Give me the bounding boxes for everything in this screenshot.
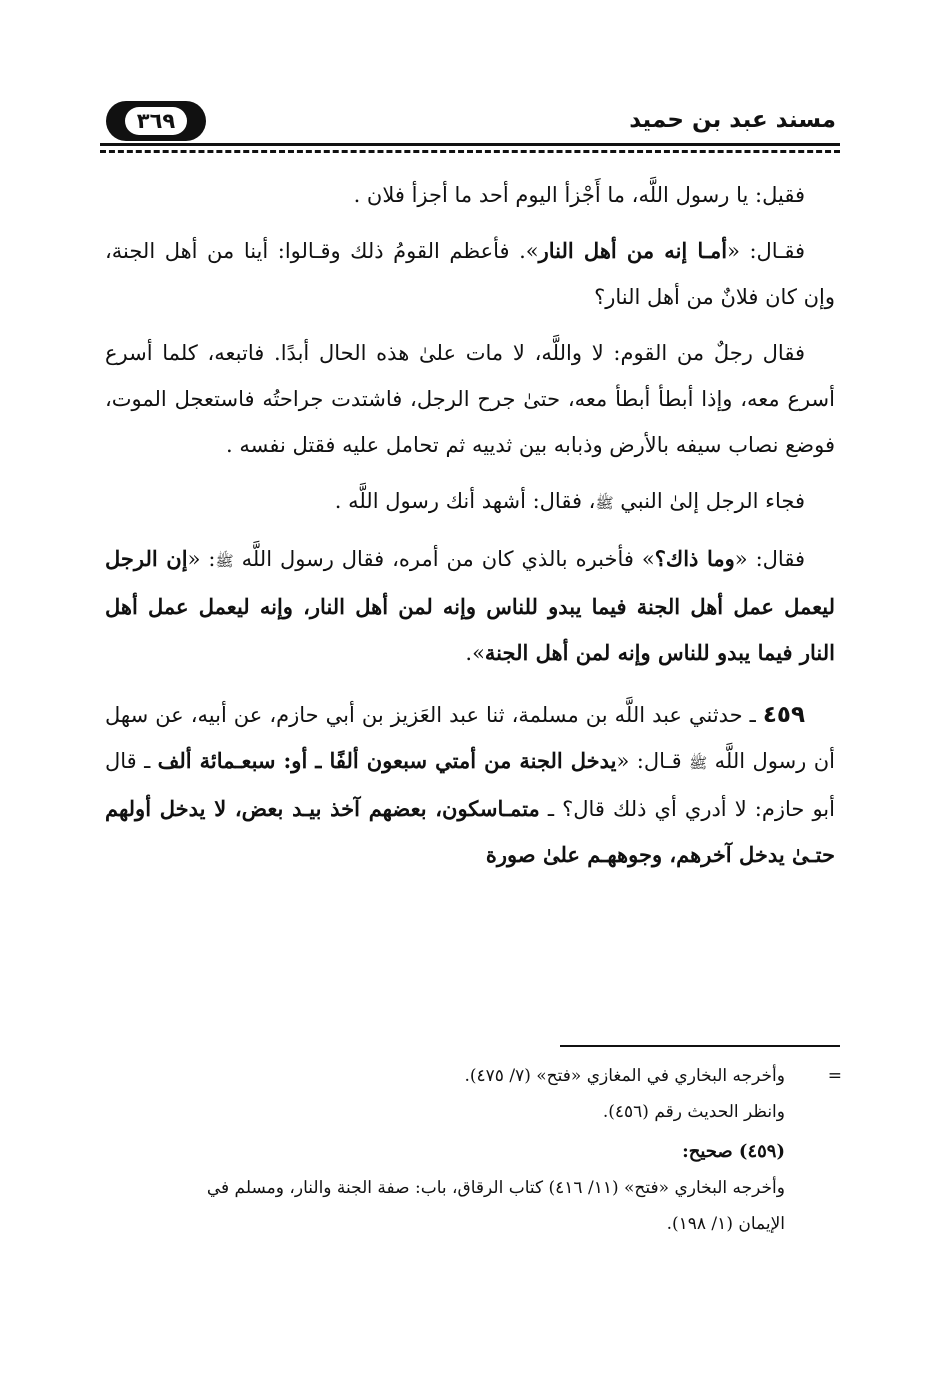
paragraph-1-text: فقيل: يا رسول اللَّه، ما أَجْزأ اليوم أحد ما أجزأ فلان . xyxy=(353,183,805,207)
p5-part-b: » فأخبره بالذي كان من أمره، فقال رسول اللَّه xyxy=(241,547,655,571)
p4-part-a: فجاء الرجل إلىٰ النبي xyxy=(620,489,805,513)
paragraph-3-text: فقال رجلٌ من القوم: لا واللَّه، لا مات علىٰ هذه الحال أبدًا. فاتبعه، كلما أسرع أسرع معه، وإذا أبطأ أبطأ معه، حتىٰ جرح الرجل، فاشتدت جراحتُه فاستعجل الموت، فوضع نصاب سيفه بالأرض وذبابه بين ثدييه ثم تحامل عليه فقتل نفسه . xyxy=(105,341,835,457)
p5-quote-1: وما ذاك؟ xyxy=(654,546,735,571)
p5-quote-2: إن الرجل ليعمل عمل أهل الجنة فيما يبدو للناس وإنه لمن أهل النار، وإنه ليعمل عمل أهل النار فيما يبدو للناس وإنه لمن أهل الجنة xyxy=(105,546,835,665)
footnote-line-2: وانظر الحديث رقم (٤٥٦). xyxy=(602,1102,785,1122)
h459-quote-2: متمـاسكون، بعضهم آخذ بيـد بعض، لا يدخل أولهم حتـىٰ يدخل آخرهم، وجوههـم علىٰ صورة xyxy=(105,796,835,867)
p2-quote-bold: أمـا إنه من أهل النار xyxy=(538,238,728,263)
paragraph-5 xyxy=(105,536,835,676)
salutation-glyph: ﷺ xyxy=(215,552,234,570)
footnote-divider xyxy=(560,1045,840,1047)
paragraph-1 xyxy=(105,172,835,218)
page-number-badge xyxy=(106,101,206,141)
h459-part-c: ـ قال أبو حازم: لا أدري أي ذلك قال؟ ـ xyxy=(105,749,835,821)
p5-part-c: : « xyxy=(187,547,216,571)
header-rule xyxy=(100,143,840,146)
salutation-glyph: ﷺ xyxy=(689,754,708,772)
p2-part-a: فقـال: « xyxy=(727,239,805,263)
main-text xyxy=(105,172,835,888)
p2-part-b: ». فأعظم القومُ ذلك وقـالوا: أينا من أهل الجنة، وإن كان فلانٌ من أهل النار؟ xyxy=(105,239,835,309)
continuation-mark: = xyxy=(827,1066,842,1086)
salutation-glyph: ﷺ xyxy=(595,494,614,512)
page-number: ٣٦٩ xyxy=(125,107,187,135)
footnote-continued xyxy=(105,1058,842,1130)
paragraph-3 xyxy=(105,330,835,468)
footnote-459-line-1: وأخرجه البخاري «فتح» (١١/ ٤١٦) كتاب الرقاق، باب: صفة الجنة والنار، ومسلم في xyxy=(206,1178,785,1198)
hadith-459 xyxy=(105,692,835,878)
hadith-number: ٤٥٩ xyxy=(762,702,805,728)
header-dashed-rule xyxy=(100,150,840,153)
p5-part-a: فقال: « xyxy=(734,547,805,571)
h459-part-b: قـال: « xyxy=(616,749,682,773)
paragraph-2 xyxy=(105,228,835,320)
p5-part-d: ». xyxy=(465,641,485,665)
paragraph-4 xyxy=(105,478,835,526)
h459-quote-1: يدخل الجنة من أمتي سبعون ألفًا ـ أو: سبعـمائة ألف xyxy=(157,748,617,773)
h459-part-a: ـ حدثني عبد اللَّه بن مسلمة، ثنا عبد العَزيز بن أبي حازم، عن أبيه، عن سهل أن رسول اللَّه xyxy=(105,703,835,773)
book-title: مسند عبد بن حميد xyxy=(629,107,836,133)
page-header xyxy=(100,95,840,155)
footnote-459-heading: (٤٥٩) صحيح: xyxy=(682,1141,785,1162)
footnote-459-line-2: الإيمان (١/ ١٩٨). xyxy=(666,1214,785,1234)
footnote-line-1: وأخرجه البخاري في المغازي «فتح» (٧/ ٤٧٥). xyxy=(464,1066,785,1086)
p4-part-b: ، فقال: أشهد أنك رسول اللَّه . xyxy=(334,489,596,513)
footnotes xyxy=(105,1058,842,1242)
